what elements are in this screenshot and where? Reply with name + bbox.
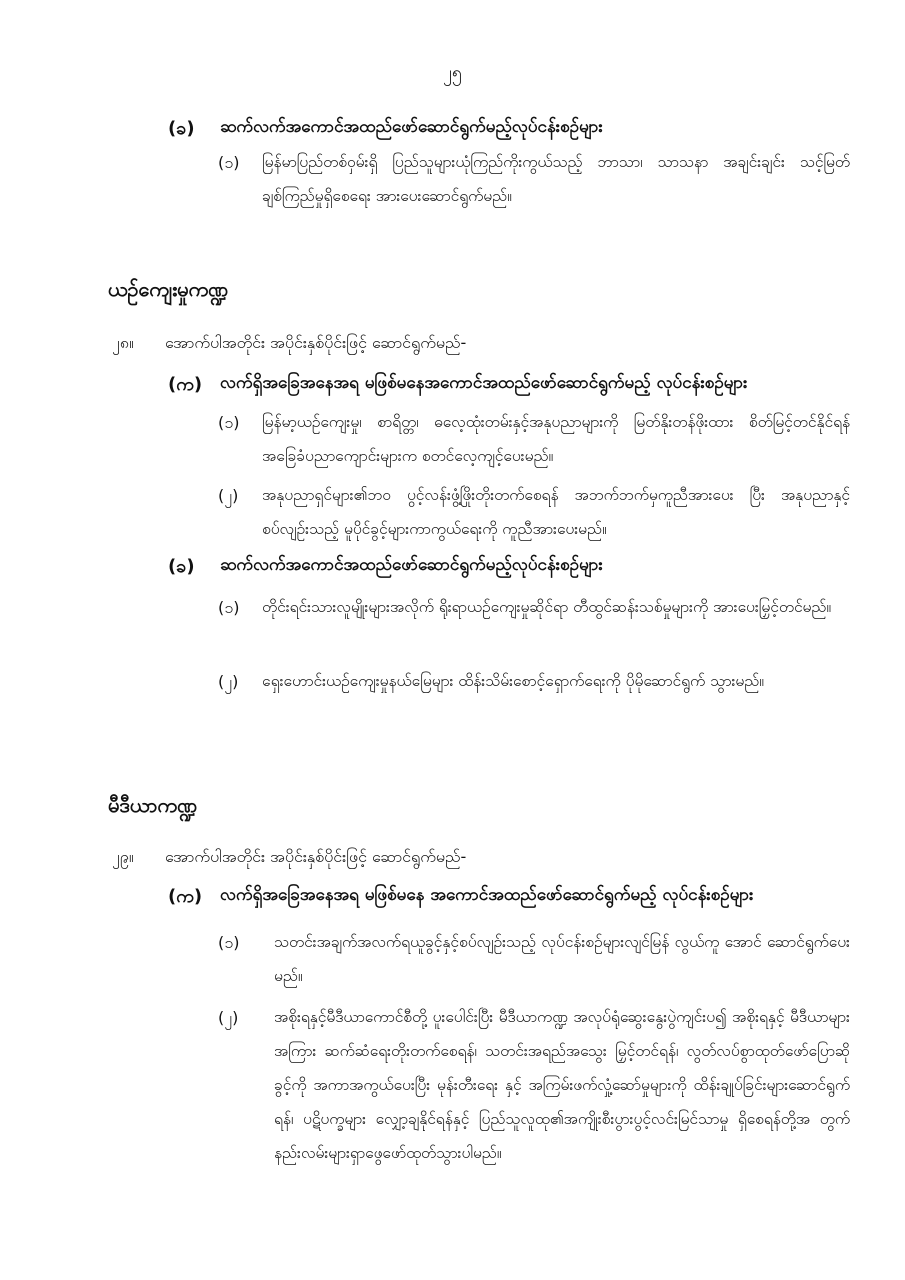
item-number: (၁) [218, 598, 240, 617]
subsection-label: (ခ) [168, 118, 195, 139]
item-text: မြန်မာပြည်တစ်ဝှမ်းရှိ ပြည်သူများယုံကြည်ကိုးကွယ်သည့် ဘာသာ၊ သာသနာ အချင်းချင်း သင့်မြတ်ချစ်ကြည်မှုရှိစေရေး အားပေးဆောင်ရွက်မည်။ [262, 153, 850, 205]
item-text: ရှေးဟောင်းယဉ်ကျေးမှုနယ်မြေများ ထိန်းသိမ်းစောင့်ရှောက်ရေးကို ပိုမိုဆောင်ရွက် သွားမည်။ [262, 672, 764, 690]
item-text: အစိုးရနှင့်မီဒီယာကောင်စီတို့ ပူးပေါင်းပြီး မီဒီယာကဏ္ဍ အလုပ်ရုံဆွေးနွေးပွဲကျင်းပ၍ အစိုးရနှင့် မီဒီယာများအကြား ဆက်ဆံရေးတိုးတက်စေရန်၊ သတင်းအရည်အသွေး မြှင့်တင်ရန်၊ လွတ်လပ်စွာထုတ်ဖော်ပြောဆိုခွင့်ကို အကာအကွယ်ပေးပြီး မုန်းတီးရေး နှင့် အကြမ်းဖက်လှုံ့ဆော်မှုများကို ထိန်းချုပ်ခြင်းများဆောင်ရွက်ရန်၊ ပဋိပက္ခများ လျှော့ချနိုင်ရန်နှင့် ပြည်သူလူထု၏အကျိုးစီးပွားပွင့်လင်းမြင်သာမှု ရှိစေရန်တို့အ တွက် နည်းလမ်းများရှာဖွေဖော်ထုတ်သွားပါမည်။ [274, 1008, 850, 1162]
item-number: (၂) [218, 672, 239, 691]
subsection-label: (ခ) [168, 556, 195, 577]
subsection-title: လက်ရှိအခြေအနေအရ မဖြစ်မနေ အကောင်အထည်ဖော်ဆောင်ရွက်မည့် လုပ်ငန်းစဉ်များ [220, 885, 754, 905]
item-number: (၂) [218, 1008, 239, 1027]
item-text: သတင်းအချက်အလက်ရယူခွင့်နှင့်စပ်လျဉ်းသည့် လုပ်ငန်းစဉ်များလျင်မြန် လွယ်ကူ အောင် ဆောင်ရွက်ပေးမည်။ [274, 933, 850, 985]
subsection-title: ဆက်လက်အကောင်အထည်ဖော်ဆောင်ရွက်မည့်လုပ်ငန်းစဉ်များ [220, 555, 603, 575]
subsection-label: (က) [168, 886, 203, 907]
paragraph-number: ၂၈။ [112, 333, 134, 352]
item-text: မြန်မာ့ယဉ်ကျေးမှု၊ စာရိတ္တ၊ ဓလေ့ထုံးတမ်းနှင့်အနုပညာများကို မြတ်နိုးတန်ဖိုးထား စိတ်မြင့်တင်နိုင်ရန် အခြေခံပညာကျောင်းများက စတင်လေ့ကျင့်ပေးမည်။ [262, 413, 850, 465]
item-number: (၁) [218, 413, 240, 432]
subsection-label: (က) [168, 374, 203, 395]
item-number: (၂) [218, 486, 239, 505]
section-title-culture: ယဉ်ကျေးမှုကဏ္ဍ [108, 277, 229, 301]
subsection-title: ဆက်လက်အကောင်အထည်ဖော်ဆောင်ရွက်မည့်လုပ်ငန်းစဉ်များ [220, 117, 603, 137]
item-text: တိုင်းရင်းသားလူမျိုးများအလိုက် ရိုးရာယဉ်ကျေးမှုဆိုင်ရာ တီထွင်ဆန်းသစ်မှုများကို အားပေးမြှင့်တင်မည်။ [262, 598, 832, 616]
paragraph-number: ၂၉။ [112, 847, 134, 866]
paragraph-text: အောက်ပါအတိုင်း အပိုင်းနှစ်ပိုင်းဖြင့် ဆောင်ရွက်မည်- [165, 847, 467, 866]
item-text: အနုပညာရှင်များ၏ဘဝ ပွင့်လန်းဖွံ့ဖြိုးတိုးတက်စေရန် အဘက်ဘက်မှကူညီအားပေး ပြီး အနုပညာနှင့်စပ်လျဉ်းသည့် မူပိုင်ခွင့်များကာကွယ်ရေးကို ကူညီအားပေးမည်။ [262, 486, 850, 538]
paragraph-text: အောက်ပါအတိုင်း အပိုင်းနှစ်ပိုင်းဖြင့် ဆောင်ရွက်မည်- [165, 333, 467, 352]
section-title-media: မီဒီယာကဏ္ဍ [108, 793, 198, 817]
page-number: ၂၅ [443, 62, 462, 83]
subsection-title: လက်ရှိအခြေအနေအရ မဖြစ်မနေအကောင်အထည်ဖော်ဆောင်ရွက်မည့် လုပ်ငန်းစဉ်များ [220, 373, 748, 393]
item-number: (၁) [218, 153, 240, 172]
item-number: (၁) [218, 933, 240, 952]
